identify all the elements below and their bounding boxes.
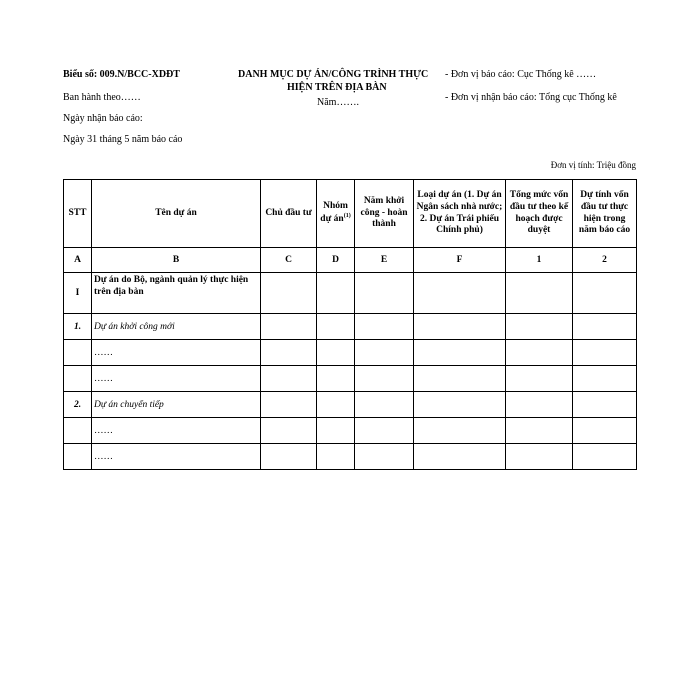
header-group-note: (1) <box>343 212 351 219</box>
row-name: Dự án do Bộ, ngành quản lý thực hiện trên địa bàn <box>92 273 261 314</box>
code-cell: F <box>414 248 506 273</box>
empty-cell <box>261 392 317 418</box>
empty-cell <box>355 418 414 444</box>
header-stt: STT <box>64 180 92 248</box>
header-project-name: Tên dự án <box>92 180 261 248</box>
table-row <box>64 366 637 392</box>
empty-cell <box>573 444 637 470</box>
header-group <box>317 180 355 248</box>
empty-cell <box>261 366 317 392</box>
empty-cell <box>506 273 573 314</box>
table-row <box>64 392 637 418</box>
empty-cell <box>261 273 317 314</box>
receiving-unit: - Đơn vị nhận báo cáo: Tổng cục Thống kê <box>445 92 617 103</box>
empty-cell <box>261 418 317 444</box>
empty-cell <box>355 340 414 366</box>
empty-cell <box>506 418 573 444</box>
receive-date-label: Ngày nhận báo cáo: <box>63 113 143 124</box>
empty-cell <box>355 314 414 340</box>
empty-cell <box>573 392 637 418</box>
table-row <box>64 314 637 340</box>
currency-unit: Đơn vị tính: Triệu đồng <box>550 160 636 170</box>
row-name: Dự án chuyển tiếp <box>92 392 261 418</box>
empty-cell <box>414 314 506 340</box>
code-cell: B <box>92 248 261 273</box>
row-stt: 1. <box>64 314 92 340</box>
empty-cell <box>506 366 573 392</box>
header-type: Loại dự án (1. Dự án Ngân sách nhà nước; 2. Dự án Trái phiếu Chính phủ) <box>414 180 506 248</box>
empty-cell <box>355 392 414 418</box>
code-cell: 1 <box>506 248 573 273</box>
empty-cell <box>317 273 355 314</box>
row-name: …… <box>92 366 261 392</box>
row-name: …… <box>92 418 261 444</box>
code-cell: D <box>317 248 355 273</box>
project-table <box>63 179 637 470</box>
report-year: Năm……. <box>317 97 359 108</box>
empty-cell <box>317 392 355 418</box>
row-name: …… <box>92 340 261 366</box>
header-years: Năm khởi công - hoàn thành <box>355 180 414 248</box>
row-stt <box>64 418 92 444</box>
empty-cell <box>355 273 414 314</box>
empty-cell <box>317 366 355 392</box>
empty-cell <box>414 392 506 418</box>
empty-cell <box>261 314 317 340</box>
empty-cell <box>506 444 573 470</box>
empty-cell <box>261 444 317 470</box>
code-cell: C <box>261 248 317 273</box>
table-row <box>64 340 637 366</box>
empty-cell <box>414 366 506 392</box>
empty-cell <box>414 418 506 444</box>
row-stt <box>64 340 92 366</box>
code-cell: A <box>64 248 92 273</box>
row-stt: I <box>64 273 92 314</box>
report-title-line1: DANH MỤC DỰ ÁN/CÔNG TRÌNH THỰC <box>238 69 429 80</box>
empty-cell <box>414 273 506 314</box>
empty-cell <box>355 444 414 470</box>
report-date: Ngày 31 tháng 5 năm báo cáo <box>63 134 183 145</box>
empty-cell <box>573 366 637 392</box>
reporting-unit: - Đơn vị báo cáo: Cục Thống kê …… <box>445 69 597 80</box>
empty-cell <box>506 392 573 418</box>
row-stt: 2. <box>64 392 92 418</box>
row-name: Dự án khởi công mới <box>92 314 261 340</box>
report-title-line2: HIỆN TRÊN ĐỊA BÀN <box>287 82 387 93</box>
row-stt <box>64 366 92 392</box>
header-group-text: Nhóm dự án <box>320 201 348 225</box>
empty-cell <box>506 340 573 366</box>
empty-cell <box>261 340 317 366</box>
code-cell: 2 <box>573 248 637 273</box>
empty-cell <box>414 444 506 470</box>
row-name: …… <box>92 444 261 470</box>
empty-cell <box>317 314 355 340</box>
empty-cell <box>573 418 637 444</box>
empty-cell <box>317 418 355 444</box>
empty-cell <box>317 340 355 366</box>
empty-cell <box>573 340 637 366</box>
code-cell: E <box>355 248 414 273</box>
empty-cell <box>573 273 637 314</box>
empty-cell <box>355 366 414 392</box>
table-header-row <box>64 180 637 248</box>
table-row <box>64 418 637 444</box>
header-total-capital: Tổng mức vốn đầu tư theo kế hoạch được duyệt <box>506 180 573 248</box>
empty-cell <box>317 444 355 470</box>
row-stt <box>64 444 92 470</box>
table-row <box>64 273 637 314</box>
empty-cell <box>506 314 573 340</box>
table-row <box>64 444 637 470</box>
header-investor: Chủ đầu tư <box>261 180 317 248</box>
header-estimated-capital: Dự tính vốn đầu tư thực hiện trong năm báo cáo <box>573 180 637 248</box>
empty-cell <box>573 314 637 340</box>
issued-by: Ban hành theo…… <box>63 92 141 103</box>
column-code-row <box>64 248 637 273</box>
empty-cell <box>414 340 506 366</box>
form-code: Biểu số: 009.N/BCC-XDĐT <box>63 69 180 80</box>
